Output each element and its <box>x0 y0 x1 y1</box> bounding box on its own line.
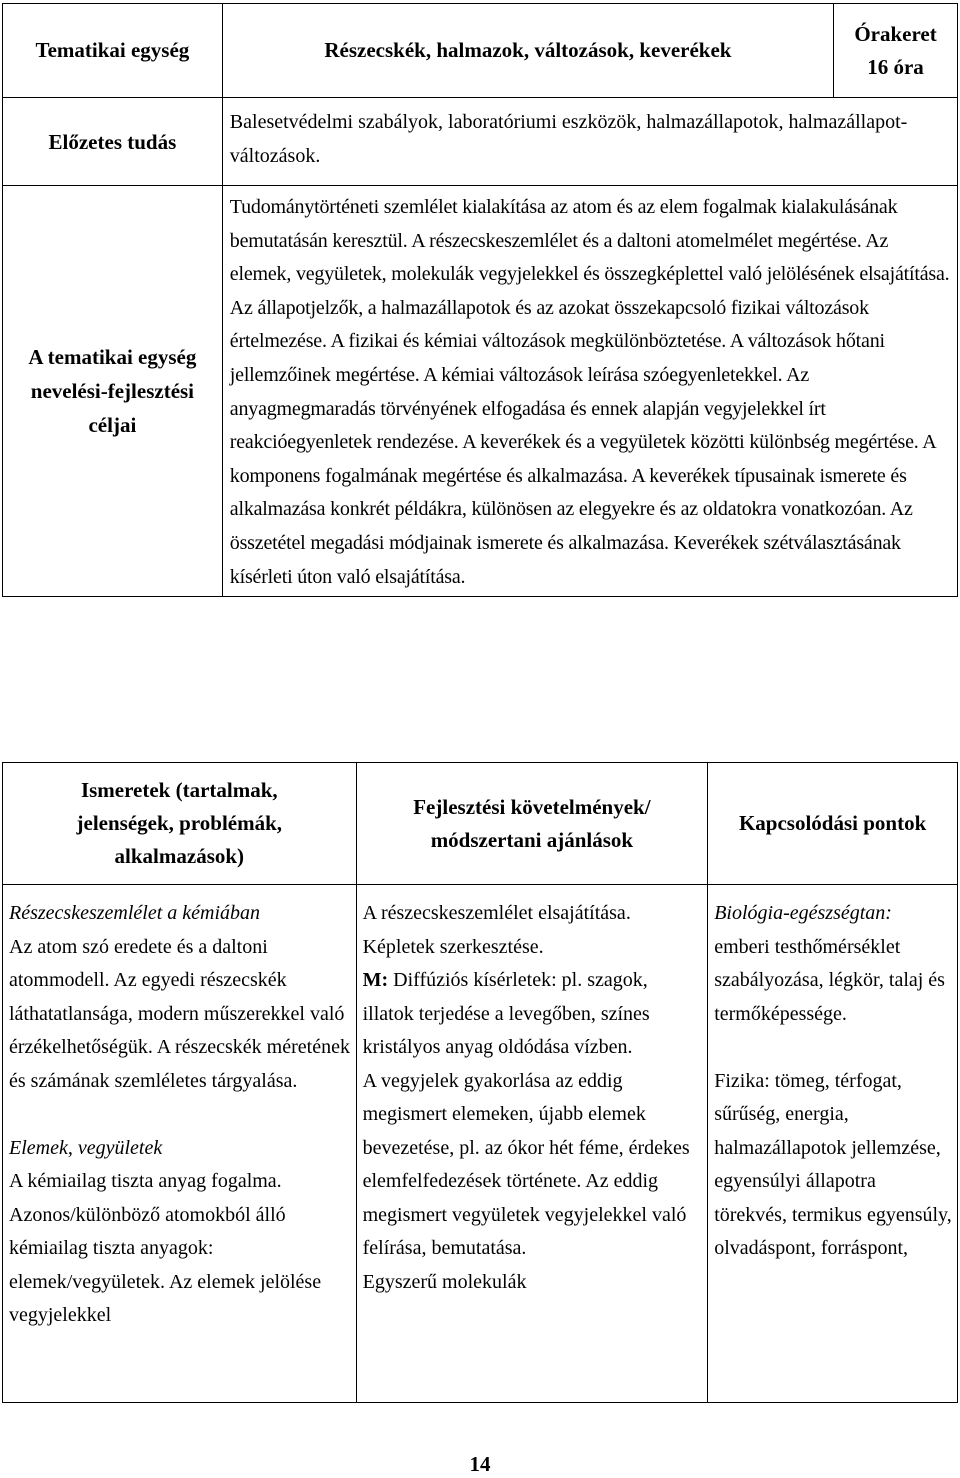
biology-text: emberi testhőmérséklet szabályozása, légkör, talaj és termőképessége. <box>714 935 945 1025</box>
page-number: 14 <box>469 1452 491 1476</box>
goals-text: Tudománytörténeti szemlélet kialakítása az atom és az elem fogalmak kialakulásának bemutatásán keresztül. A részecskeszemlélet és a daltoni atomelmélet megértése. Az elemek, vegyületek, molekulák vegyjelekkel és összegképlettel való jelölésének elsajátítása. Az állapotjelzők, a halmazállapotok és az azokat összekapcsoló fizikai változások értelmezése. A fizikai és kémiai változások megkülönböztetése. A változások hőtani jellemzőinek megértése. A kémiai változások leírása szóegyenletekkel. Az anyagmegmaradás törvényének elfogadása és ennek alapján vegyjelekkel írt reakcióegyenletek rendezése. A keverékek és a vegyületek közötti különbség megértése. A komponens fogalmának megértése és alkalmazása. A keverékek típusainak ismerete és alkalmazása konkrét példákra, különösen az elegyekre és az oldatokra vonatkozóan. Az összetétel megadási módjainak ismerete és alkalmazása. Keverékek szétválasztásának kísérleti úton való elsajátítása. <box>229 196 950 588</box>
prior-knowledge-label: Előzetes tudás <box>48 129 177 154</box>
requirement-text3: Egyszerű molekulák <box>362 1270 527 1293</box>
knowledge-header-line1: Ismeretek (tartalmak, <box>80 778 278 802</box>
elements-compounds-text: A kémiailag tiszta anyag fogalma. Azonos/különböző atomokból álló kémiailag tiszta anyagok: elemek/vegyületek. Az elemek jelölése vegyjelekkel <box>9 1170 322 1326</box>
particle-view-title: Részecskeszemlélet a kémiában <box>9 902 261 924</box>
requirement-text2: A vegyjelek gyakorlása az eddig megismert elemeken, újabb elemek bevezetése, pl. az ókor hét féme, érdekes elemfelfedezések története. Az eddig megismert vegyületek vegyjelekkel való felírása, bemutatása. <box>362 1069 690 1259</box>
connections-cell <box>708 885 958 1403</box>
knowledge-header-line3: alkalmazások) <box>114 844 245 868</box>
unit-title: Részecskék, halmazok, változások, keverékek <box>324 38 732 62</box>
connections-header: Kapcsolódási pontok <box>738 811 927 835</box>
goals-text-cell <box>222 186 957 597</box>
biology-label: Biológia-egészségtan: <box>714 902 892 924</box>
requirement-line2: Képletek szerkesztése. <box>362 935 544 958</box>
hours-label: Órakeret <box>854 21 937 46</box>
goals-label-line2: nevelési-fejlesztési <box>30 379 195 404</box>
hours-cell <box>834 4 958 98</box>
requirements-cell <box>356 885 708 1403</box>
goals-label-line3: céljai <box>88 413 137 438</box>
knowledge-header-line2: jelenségek, problémák, <box>76 811 283 835</box>
method-paragraph <box>363 964 704 1065</box>
knowledge-cell <box>3 885 357 1403</box>
requirements-header-cell <box>356 763 708 885</box>
unit-label-cell <box>3 4 223 98</box>
particle-view-text: Az atom szó eredete és a daltoni atommodell. Az egyedi részecskék láthatatlansága, modern műszerekkel való érzékelhetőségük. A részecskék méretének és számának szemléletes tárgyalása. <box>9 935 350 1092</box>
unit-label: Tematikai egység <box>35 38 190 62</box>
requirements-header-line1: Fejlesztési követelmények/ <box>413 794 651 819</box>
method-label: M: <box>362 969 389 991</box>
connections-header-cell <box>708 763 958 885</box>
topic-overview-table <box>2 3 958 597</box>
method-text: Diffúziós kísérletek: pl. szagok, illatok terjedése a levegőben, színes kristályos anyag oldódása vízben. <box>362 969 650 1058</box>
goals-label-cell <box>3 186 223 597</box>
elements-compounds-title: Elemek, vegyületek <box>9 1136 163 1159</box>
knowledge-header-cell <box>3 763 357 885</box>
unit-title-cell <box>222 4 833 98</box>
requirement-line1: A részecskeszemlélet elsajátítása. <box>362 902 631 924</box>
hours-value: 16 óra <box>867 54 924 79</box>
prior-knowledge-text-cell <box>222 98 957 186</box>
content-table <box>2 762 958 1403</box>
prior-knowledge-text: Balesetvédelmi szabályok, laboratóriumi eszközök, halmazállapotok, halmazállapot-változások. <box>229 111 908 167</box>
physics-text: Fizika: tömeg, térfogat, sűrűség, energia, halmazállapotok jellemzése, egyensúlyi állapotra törekvés, termikus egyensúly, olvadáspont, forráspont, <box>714 1069 952 1259</box>
goals-label-line1: A tematikai egység <box>28 345 197 370</box>
requirements-header-line2: módszertani ajánlások <box>430 827 634 852</box>
prior-knowledge-label-cell <box>3 98 223 186</box>
